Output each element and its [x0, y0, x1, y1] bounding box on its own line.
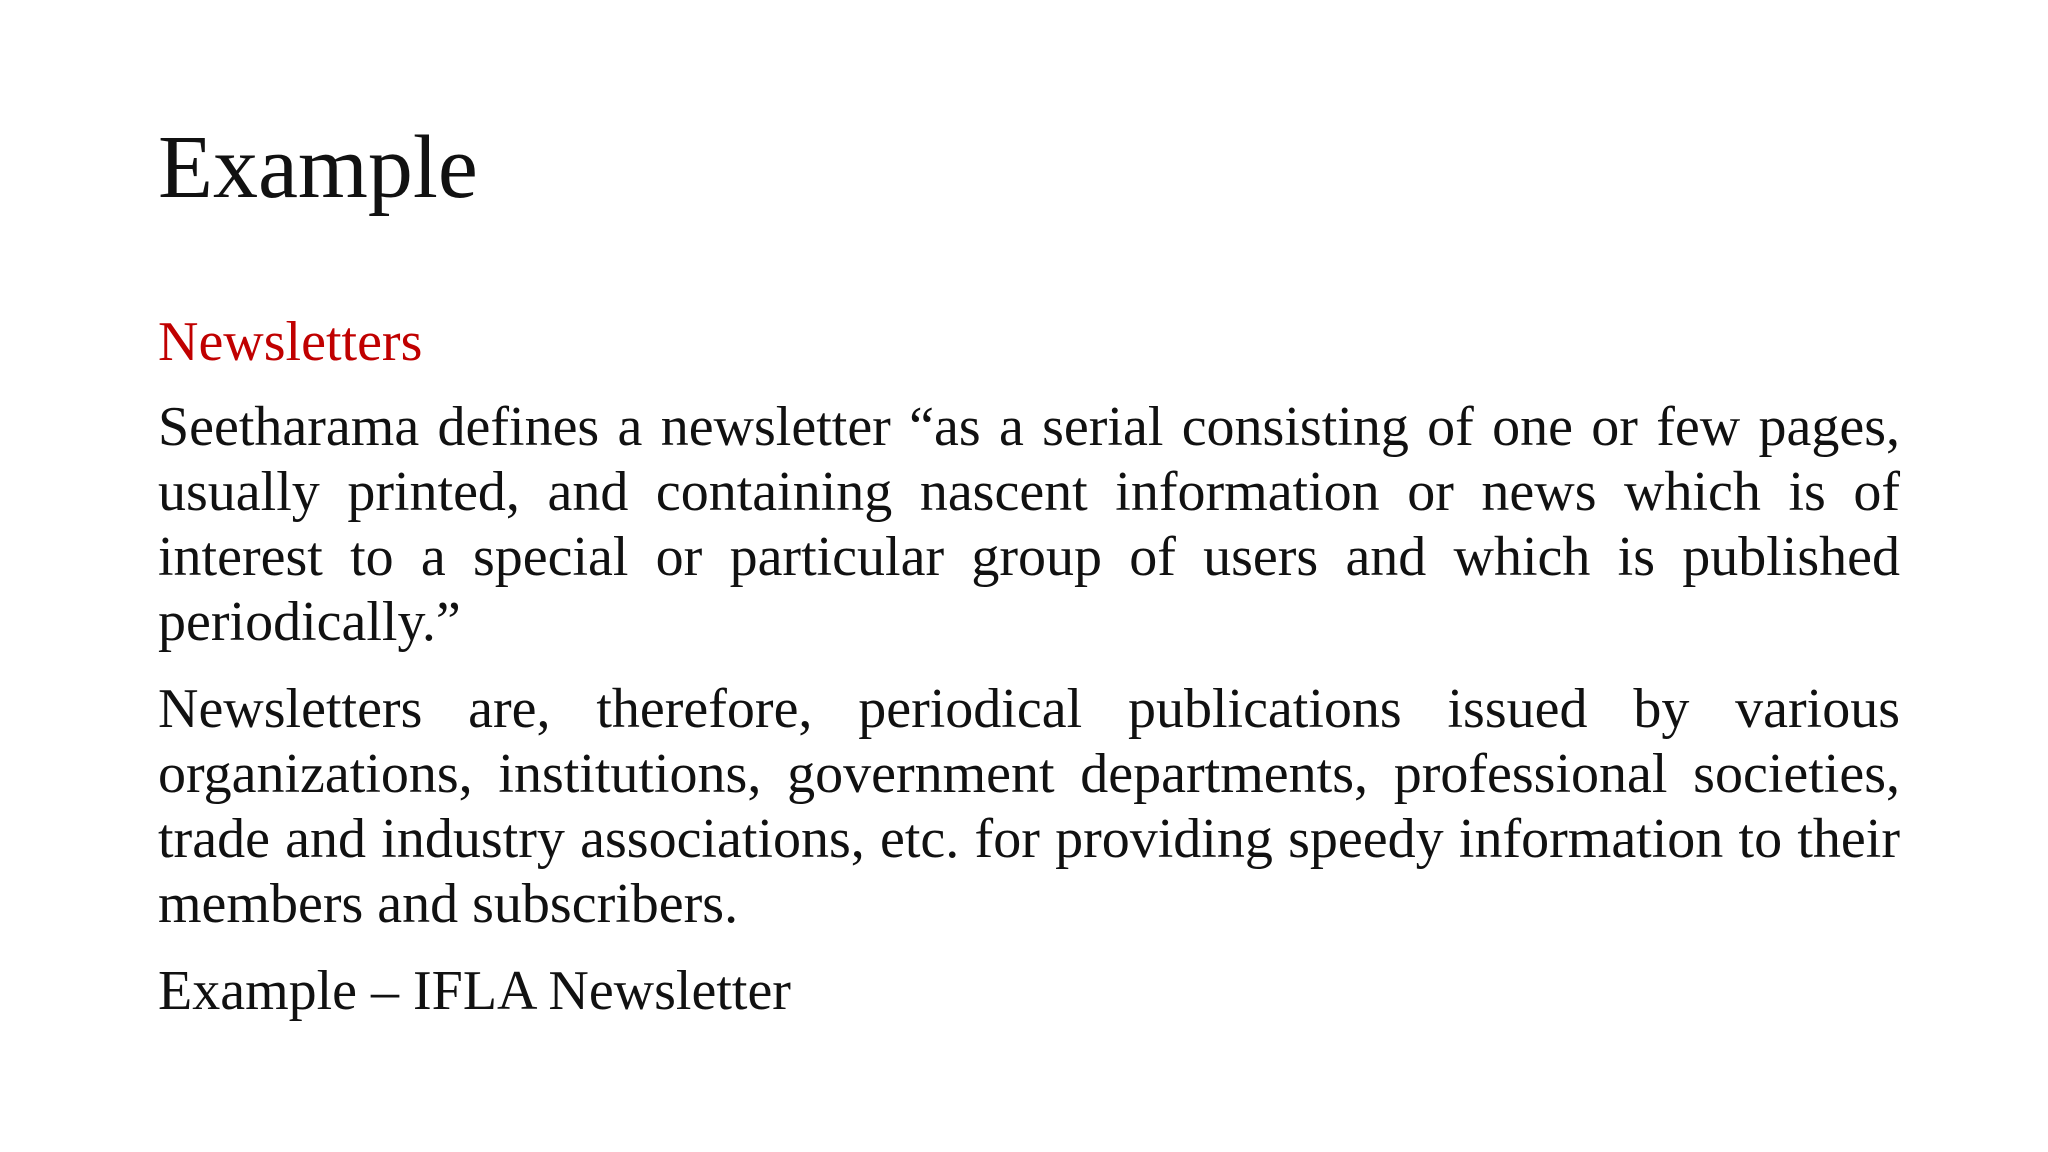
- slide-body: [158, 310, 1900, 1024]
- description-paragraph: Newsletters are, therefore, periodical publications issued by various organizations, institutions, government departments, professional societies, trade and industry associations, etc. for providing speedy information to their members and subscribers.: [158, 677, 1900, 935]
- slide-title: Example: [158, 118, 478, 217]
- subheading-newsletters: Newsletters: [158, 311, 423, 373]
- definition-paragraph: Seetharama defines a newsletter “as a serial consisting of one or few pages, usually printed, and containing nascent information or news which is of interest to a special or particular group of users and which is published periodically.”: [158, 395, 1900, 653]
- example-line: Example – IFLA Newsletter: [158, 959, 791, 1022]
